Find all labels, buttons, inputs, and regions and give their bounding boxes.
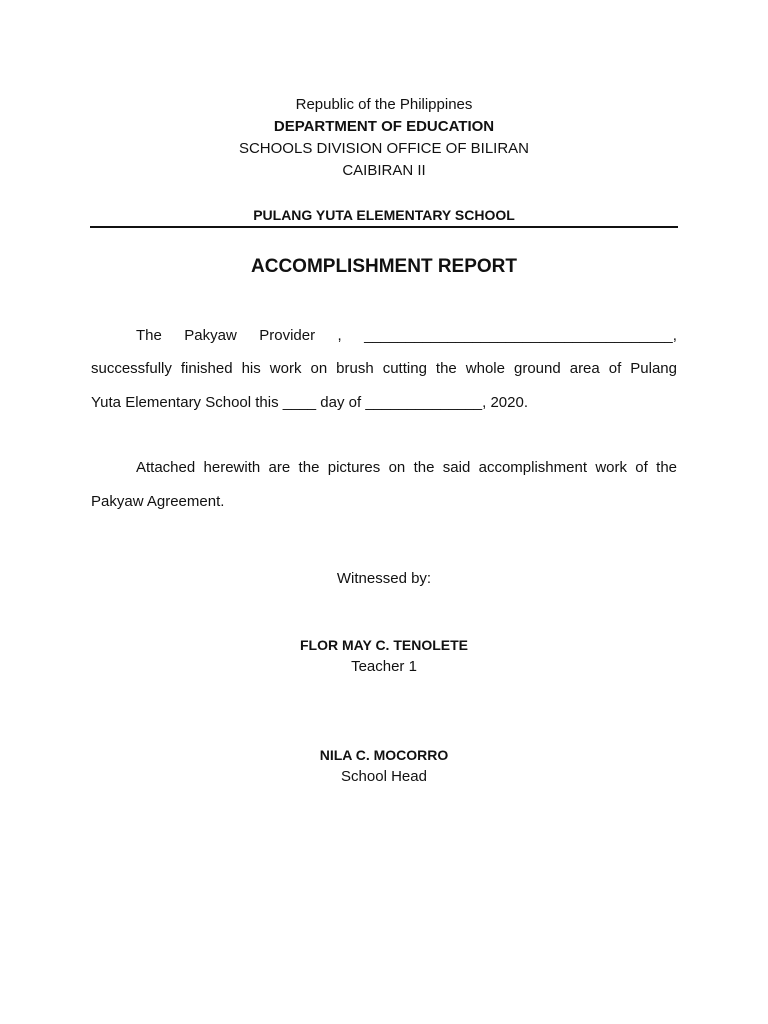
word: The <box>136 327 162 344</box>
header-division: SCHOOLS DIVISION OFFICE OF BILIRAN <box>238 140 530 157</box>
paragraph-text: Attached herewith are the pictures on the said accomplishment work of the <box>136 459 677 476</box>
signatory-name: FLOR MAY C. TENOLETE <box>299 637 468 653</box>
paragraph-line: Pakyaw Agreement. <box>91 493 225 510</box>
word: Pakyaw <box>184 327 237 344</box>
paragraph-line <box>91 359 677 379</box>
paragraph-line: Yuta Elementary School this ____ day of ______________, 2020. <box>91 394 528 411</box>
header-department: DEPARTMENT OF EDUCATION <box>273 118 495 135</box>
signatory-position: Teacher 1 <box>351 658 417 675</box>
header-divider <box>90 226 678 228</box>
paragraph-text: successfully finished his work on brush cutting the whole ground area of Pulang <box>91 360 677 377</box>
header-school: PULANG YUTA ELEMENTARY SCHOOL <box>253 207 515 223</box>
provider-name-blank: _____________________________________, <box>364 327 677 344</box>
header-district: CAIBIRAN II <box>342 162 426 179</box>
signatory-name: NILA C. MOCORRO <box>319 747 449 763</box>
witness-label: Witnessed by: <box>336 570 432 587</box>
word: , <box>337 327 342 344</box>
word: Provider <box>259 327 316 344</box>
header-republic: Republic of the Philippines <box>295 96 473 113</box>
paragraph-line <box>91 458 677 478</box>
paragraph-line <box>91 326 677 346</box>
report-title: ACCOMPLISHMENT REPORT <box>251 256 517 277</box>
signatory-position: School Head <box>341 768 427 785</box>
